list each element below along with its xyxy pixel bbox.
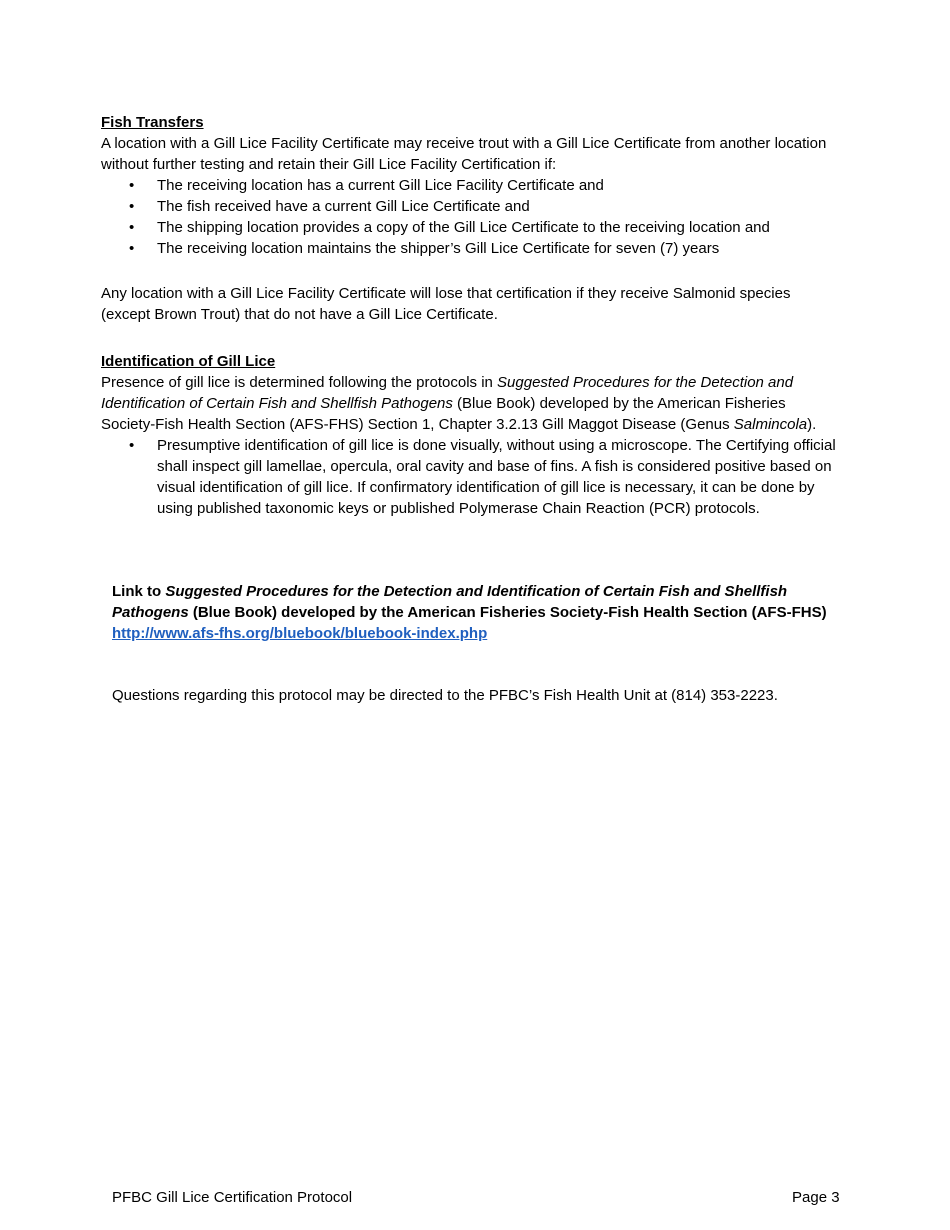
list-item: • The receiving location has a current Gill Lice Facility Certificate and <box>129 177 604 194</box>
blue-book-link[interactable]: http://www.afs-fhs.org/bluebook/bluebook-index.php <box>112 625 488 642</box>
fish-transfers-list <box>101 175 836 259</box>
identification-section <box>101 351 836 519</box>
questions-text: Questions regarding this protocol may be directed to the PFBC’s Fish Health Unit at (814) 353-2223. <box>112 687 778 704</box>
blue-book-link-block: Link to Suggested Procedures for the Detection and Identification of Certain Fish and Shellfish Pathogens (Blue Book) developed by the American Fisheries Society-Fish Health Section (AFS-FHS) http://www.afs-fhs.org/bluebook/bluebook-index.php <box>112 583 827 642</box>
bullet-icon: • <box>129 437 135 454</box>
list-item: • The shipping location provides a copy of the Gill Lice Certificate to the receiving location and <box>129 219 770 236</box>
list-item: • The receiving location maintains the shipper’s Gill Lice Certificate for seven (7) years <box>129 240 720 257</box>
list-item: • Presumptive identification of gill lice is done visually, without using a microscope. The Certifying official shall inspect gill lamellae, opercula, oral cavity and base of fins. A fish is considered positive based on visual identification of gill lice. If confirmatory identification of gill lice is necessary, it can be done by using published taxonomic keys or published Polymerase Chain Reaction (PCR) protocols. <box>129 437 836 517</box>
bullet-icon: • <box>129 177 135 194</box>
bullet-icon: • <box>129 240 135 257</box>
fish-transfers-heading: Fish Transfers <box>101 114 204 131</box>
certification-loss-text: Any location with a Gill Lice Facility Certificate will lose that certification if they receive Salmonid species (except Brown Trout) that do not have a Gill Lice Certificate. <box>101 285 791 323</box>
identification-list <box>101 435 836 519</box>
list-item: • The fish received have a current Gill Lice Certificate and <box>129 198 530 215</box>
identification-paragraph: Presence of gill lice is determined following the protocols in Suggested Procedures for the Detection and Identification of Certain Fish and Shellfish Pathogens (Blue Book) developed by the American Fisheries Society-Fish Health Section (AFS-FHS) Section 1, Chapter 3.2.13 Gill Maggot Disease (Genus Salmincola). <box>101 374 817 433</box>
page-number: Page 3 <box>792 1189 840 1206</box>
bullet-icon: • <box>129 198 135 215</box>
bullet-icon: • <box>129 219 135 236</box>
questions-note <box>112 685 837 706</box>
identification-heading: Identification of Gill Lice <box>101 353 276 370</box>
fish-transfers-intro: A location with a Gill Lice Facility Certificate may receive trout with a Gill Lice Certificate from another location without further testing and retain their Gill Lice Facility Certification if: <box>101 135 827 173</box>
footer-title: PFBC Gill Lice Certification Protocol <box>112 1189 353 1206</box>
fish-transfers-section <box>101 112 836 259</box>
certification-loss-note <box>101 283 836 325</box>
